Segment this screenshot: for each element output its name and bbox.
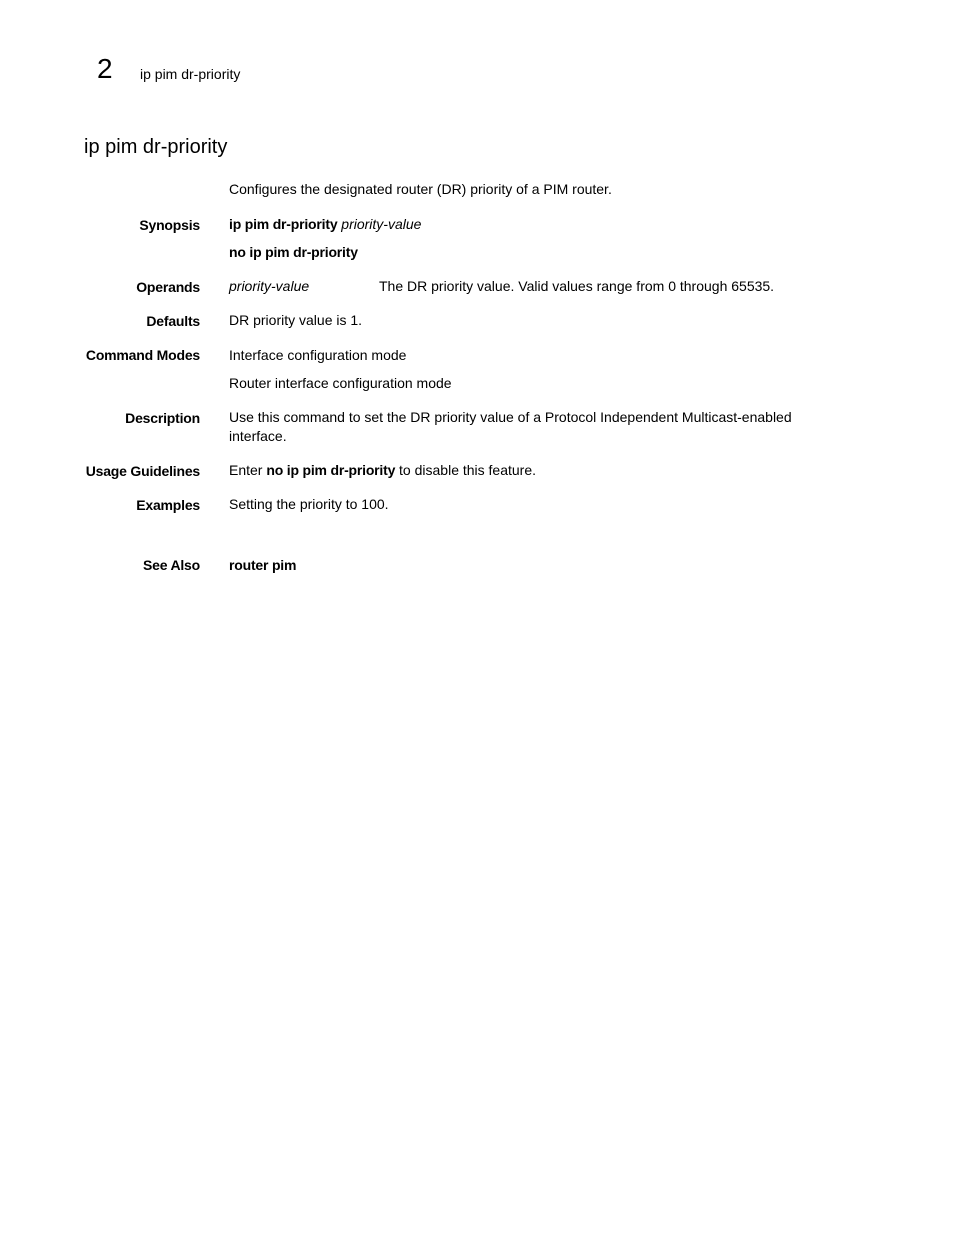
synopsis-command: ip pim dr-priority: [229, 216, 338, 232]
defaults-text: DR priority value is 1.: [229, 312, 363, 328]
command-mode-1: Interface configuration mode: [229, 347, 407, 363]
see-also-link[interactable]: router pim: [229, 557, 297, 573]
usage-guidelines-label: Usage Guidelines: [85, 463, 200, 479]
defaults-label: Defaults: [146, 313, 200, 329]
synopsis-param: priority-value: [341, 216, 422, 232]
usage-pre: Enter: [229, 462, 263, 478]
operands-label: Operands: [136, 279, 200, 295]
usage-command: no ip pim dr-priority: [266, 462, 396, 478]
operand-name: priority-value: [229, 278, 310, 294]
page-title: ip pim dr-priority: [84, 136, 228, 158]
chapter-number: 2: [97, 53, 113, 84]
running-head: ip pim dr-priority: [140, 66, 241, 82]
intro-text: Configures the designated router (DR) priority of a PIM router.: [229, 181, 612, 197]
usage-post: to disable this feature.: [399, 462, 537, 478]
description-label: Description: [125, 410, 200, 426]
command-modes-label: Command Modes: [85, 347, 200, 363]
examples-label: Examples: [136, 497, 200, 513]
examples-text: Setting the priority to 100.: [229, 496, 389, 512]
synopsis-label: Synopsis: [139, 217, 200, 233]
usage-guidelines-text: [229, 461, 536, 480]
see-also-label: See Also: [142, 557, 200, 573]
operand-description: The DR priority value. Valid values range from 0 through 65535.: [379, 278, 775, 294]
command-mode-2: Router interface configuration mode: [229, 375, 452, 391]
synopsis-line-1: [229, 215, 421, 234]
description-text: Use this command to set the DR priority value of a Protocol Independent Multicast-enabled interface.: [229, 409, 792, 444]
synopsis-line-2: no ip pim dr-priority: [229, 244, 358, 260]
